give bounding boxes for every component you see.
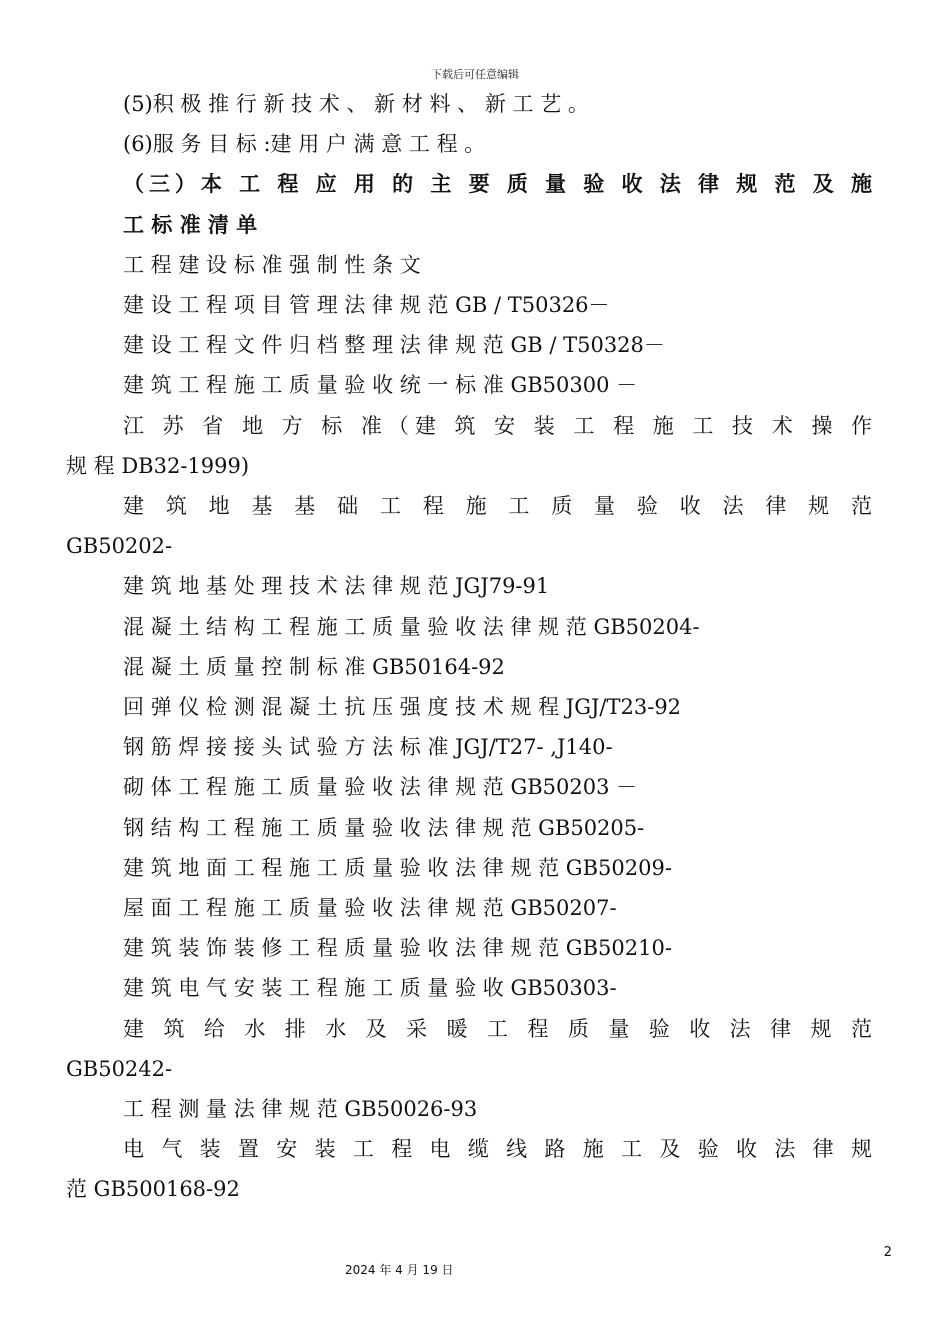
line-14: 混 凝 土 结 构 工 程 施 工 质 量 验 收 法 律 规 范 GB50204- [123,614,700,639]
line-23: 建 筑 电 气 安 装 工 程 施 工 质 量 验 收 GB50303- [123,976,617,1001]
line-17: 钢 筋 焊 接 接 头 试 验 方 法 标 准 JGJ/T27- ,J140- [123,735,613,760]
page-number: 2 [883,1245,892,1260]
line-20: 建 筑 地 面 工 程 施 工 质 量 验 收 法 律 规 范 GB50209- [123,855,672,880]
line-27: 电 气 装 置 安 装 工 程 电 缆 线 路 施 工 及 验 收 法 律 规 [123,1137,872,1162]
line-25: GB50242- [66,1056,173,1081]
page-header: 下载后可任意编辑 [431,68,519,81]
footer-date: 2024 年 4 月 19 日 [345,1263,454,1277]
line-24: 建 筑 给 水 排 水 及 采 暖 工 程 质 量 验 收 法 律 规 范 [123,1016,872,1041]
line-2: (6)服 务 目 标 :建 用 户 满 意 工 程 。 [123,132,486,157]
line-21: 屋 面 工 程 施 工 质 量 验 收 法 律 规 范 GB50207- [123,896,617,921]
line-1: (5)积 极 推 行 新 技 术 、 新 材 料 、 新 工 艺 。 [123,92,589,116]
line-16: 回 弹 仪 检 测 混 凝 土 抗 压 强 度 技 术 规 程 JGJ/T23-92 [123,695,682,720]
line-18: 砌 体 工 程 施 工 质 量 验 收 法 律 规 范 GB50203 － [123,775,638,800]
line-13: 建 筑 地 基 处 理 技 术 法 律 规 范 JGJ79-91 [123,574,550,599]
document-body [66,84,872,1210]
line-5: 工 程 建 设 标 准 强 制 性 条 文 [123,252,421,277]
line-22: 建 筑 装 饰 装 修 工 程 质 量 验 收 法 律 规 范 GB50210- [123,936,672,961]
line-9: 江 苏 省 地 方 标 准（建 筑 安 装 工 程 施 工 技 术 操 作 [123,413,872,438]
section-heading: （三）本 工 程 应 用 的 主 要 质 量 验 收 法 律 规 范 及 施 [123,172,872,197]
line-19: 钢 结 构 工 程 施 工 质 量 验 收 法 律 规 范 GB50205- [123,815,645,840]
line-15: 混 凝 土 质 量 控 制 标 准 GB50164-92 [123,654,505,679]
line-10: 规 程 DB32-1999) [66,453,250,478]
line-28: 范 GB500168-92 [66,1177,240,1202]
line-12: GB50202- [66,534,173,559]
line-6: 建 设 工 程 项 目 管 理 法 律 规 范 GB / T50326－ [123,293,610,318]
line-7: 建 设 工 程 文 件 归 档 整 理 法 律 规 范 GB / T50328－ [123,333,665,358]
line-11: 建 筑 地 基 基 础 工 程 施 工 质 量 验 收 法 律 规 范 [123,494,872,519]
line-26: 工 程 测 量 法 律 规 范 GB50026-93 [123,1097,478,1122]
line-8: 建 筑 工 程 施 工 质 量 验 收 统 一 标 准 GB50300 － [123,373,638,398]
section-heading-cont: 工 标 准 清 单 [123,212,258,237]
